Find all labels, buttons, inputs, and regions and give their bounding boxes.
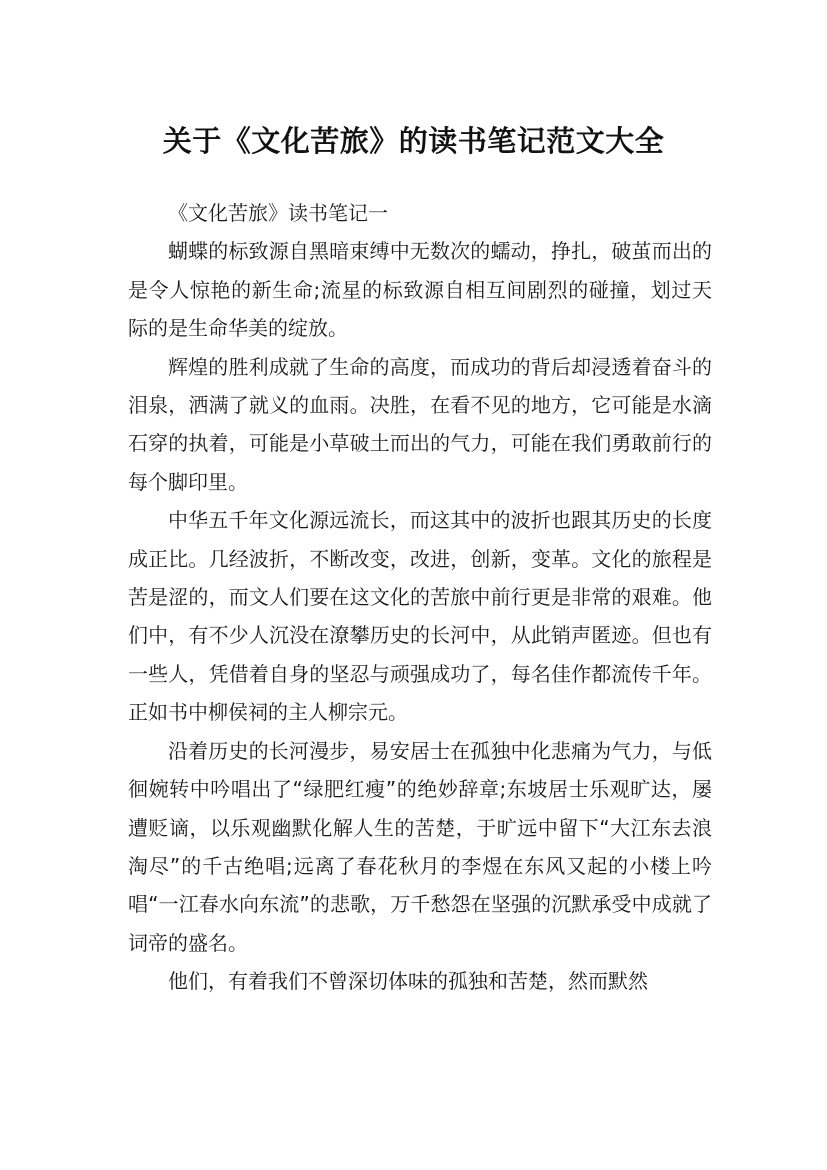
document-title: 关于《文化苦旅》的读书笔记范文大全 <box>162 124 665 159</box>
paragraph-5: 他们，有着我们不曾深切体味的孤独和苦楚，然而默然 <box>168 969 648 994</box>
paragraph-4: 沿着历史的长河漫步，易安居士在孤独中化悲痛为气力，与低徊婉转中吟唱出了“绿肥红瘦”的绝妙辞章;东坡居士乐观旷达，屡遭贬谪，以乐观幽默化解人生的苦楚，于旷远中留下“大江东去浪淘尽”的千古绝唱;远离了春花秋月的李煜在东风又起的小楼上吟唱“一江春水向东流”的悲歌，万千愁怨在坚强的沉默承受中成就了词帝的盛名。 <box>128 738 712 955</box>
paragraph-2: 辉煌的胜利成就了生命的高度，而成功的背后却浸透着奋斗的泪泉，洒满了就义的血雨。决胜，在看不见的地方，它可能是水滴石穿的执着，可能是小草破土而出的气力，可能在我们勇敢前行的每个脚印里。 <box>128 354 712 494</box>
section-heading: 《文化苦旅》读书笔记一 <box>168 201 388 225</box>
paragraph-1: 蝴蝶的标致源自黑暗束缚中无数次的蠕动，挣扎，破茧而出的是令人惊艳的新生命;流星的标致源自相互间剧烈的碰撞，划过天际的是生命华美的绽放。 <box>128 239 712 341</box>
paragraph-3: 中华五千年文化源远流长，而这其中的波折也跟其历史的长度成正比。几经波折，不断改变，改进，创新，变革。文化的旅程是苦是涩的，而文人们要在这文化的苦旅中前行更是非常的艰难。他们中，有不少人沉没在潦攀历史的长河中，从此销声匿迹。但也有一些人，凭借着自身的坚忍与顽强成功了，每名佳作都流传千年。正如书中柳侯祠的主人柳宗元。 <box>128 508 712 725</box>
document-body <box>128 194 712 1001</box>
